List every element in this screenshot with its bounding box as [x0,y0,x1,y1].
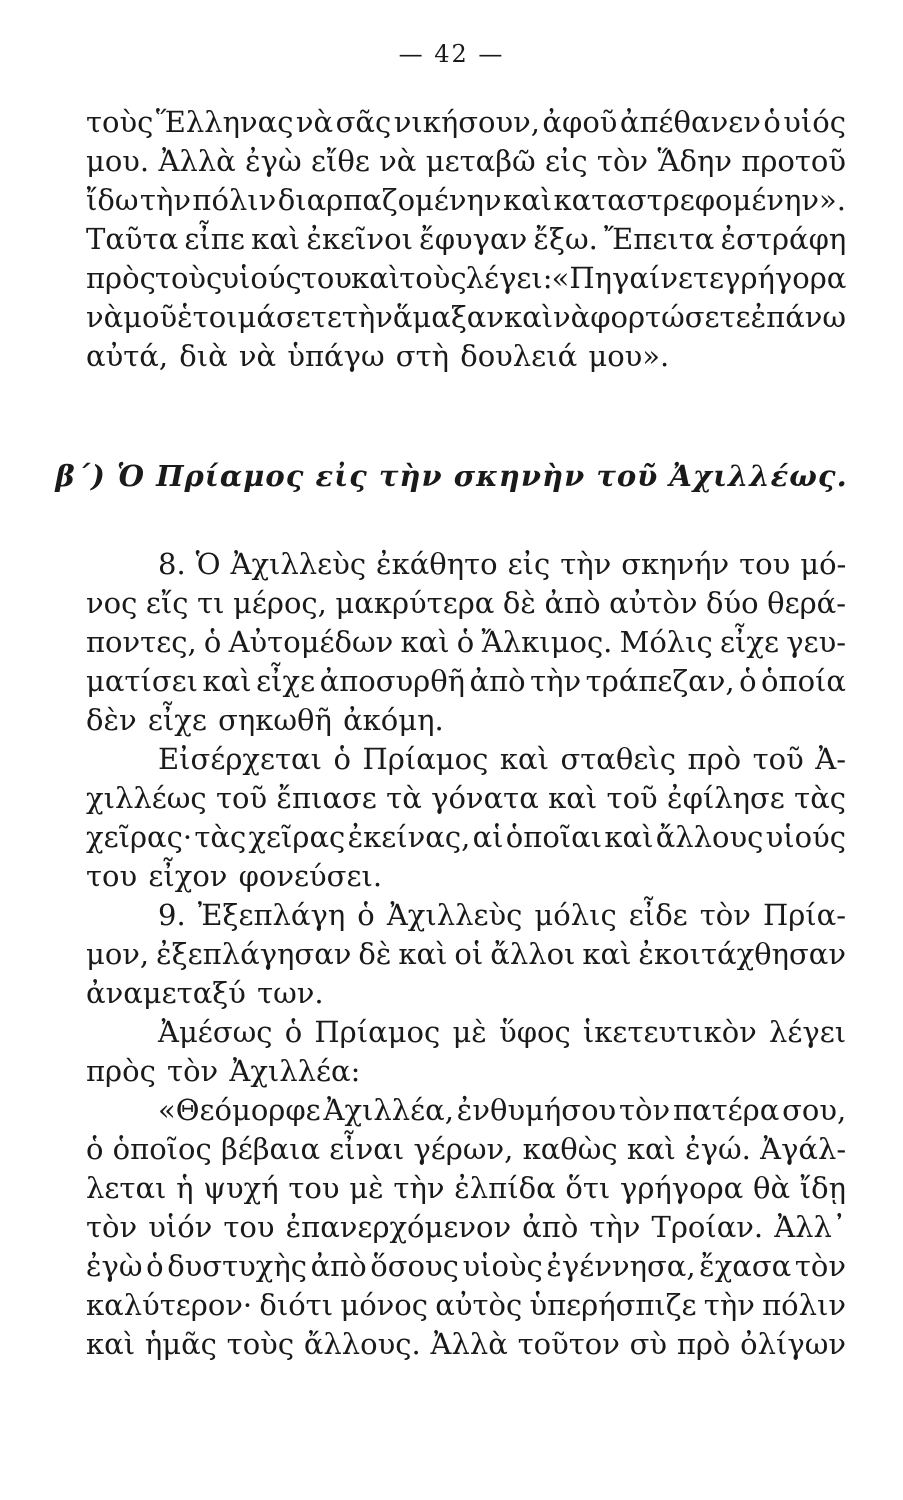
text-line: λεται ἡ ψυχή του μὲ τὴν ἐλπίδα ὅτι γρήγορα θὰ ἴδῃ [86,1171,846,1205]
text-line: ἴδω τὴν πόλιν διαρπαζομένην καὶ καταστρεφομένην». [86,183,846,217]
paragraph-continued [86,103,846,376]
text-line: 8. Ὁ Ἀχιλλεὺς ἐκάθητο εἰς τὴν σκηνήν του μό- [158,547,847,581]
text-line: ἀναμεταξύ των. [86,976,324,1010]
text-line: νος εἴς τι μέρος, μακρύτερα δὲ ἀπὸ αὐτὸν δύο θερά- [86,586,847,620]
text-line: ἐγὼ ὁ δυστυχὴς ἀπὸ ὅσους υἱοὺς ἐγέννησα, ἔχασα τὸν [86,1249,846,1283]
section-heading: β΄) Ὁ Πρίαμος εἰς τὴν σκηνὴν τοῦ Ἀχιλλέως. [55,459,848,493]
text-line: πρὸς τὸν Ἀχιλλέα: [86,1054,361,1088]
text-line: μον, ἐξεπλάγησαν δὲ καὶ οἱ ἄλλοι καὶ ἐκοιτάχθησαν [86,937,846,971]
text-line: μου. Ἀλλὰ ἐγὼ εἴθε νὰ μεταβῶ εἰς τὸν Ἅδην προτοῦ [86,144,847,178]
text-line: καλύτερον· διότι μόνος αὐτὸς ὑπερήσπιζε τὴν πόλιν [86,1288,846,1322]
text-line: χεῖρας· τὰς χεῖρας ἐκείνας, αἱ ὁποῖαι καὶ ἄλλους υἱούς [86,820,846,854]
text-line: πρὸς τοὺς υἱούς του καὶ τοὺς λέγει: «Πηγαίνετε γρήγορα [86,261,847,295]
text-line: νὰ μοῦ ἑτοιμάσετε τὴν ἅμαξαν καὶ νὰ φορτώσετε ἐπάνω [86,300,847,334]
text-line: χιλλέως τοῦ ἔπιασε τὰ γόνατα καὶ τοῦ ἐφίλησε τὰς [86,781,847,815]
text-line: Ταῦτα εἶπε καὶ ἐκεῖνοι ἔφυγαν ἔξω. Ἔπειτα ἐστράφη [86,222,847,256]
text-line: 9. Ἐξεπλάγη ὁ Ἀχιλλεὺς μόλις εἶδε τὸν Πρία- [158,898,847,932]
text-line: Εἰσέρχεται ὁ Πρίαμος καὶ σταθεὶς πρὸ τοῦ Ἀ- [158,742,846,776]
text-line: καὶ ἡμᾶς τοὺς ἄλλους. Ἀλλὰ τοῦτον σὺ πρὸ ὀλίγων [86,1327,846,1361]
text-line: «Θεόμορφε Ἀχιλλέα, ἐνθυμήσου τὸν πατέρα σου, [158,1093,847,1127]
page-number: — 42 — [398,40,505,68]
text-line: Ἀμέσως ὁ Πρίαμος μὲ ὕφος ἱκετευτικὸν λέγει [158,1015,847,1049]
text-line: ὁ ὁποῖος βέβαια εἶναι γέρων, καθὼς καὶ ἐγώ. Ἀγάλ- [86,1132,847,1166]
text-line: ποντες, ὁ Αὐτομέδων καὶ ὁ Ἄλκιμος. Μόλις εἶχε γευ- [86,625,846,659]
text-line: αὐτά, διὰ νὰ ὑπάγω στὴ δουλειά μου». [86,339,670,373]
text-line: τὸν υἱόν του ἐπανερχόμενον ἀπὸ τὴν Τροίαν. Ἀλλ᾿ [86,1210,847,1244]
section-body [86,545,846,1364]
text-line: του εἶχον φονεύσει. [86,859,383,893]
text-line: δὲν εἶχε σηκωθῆ ἀκόμη. [86,703,444,737]
text-line: τοὺς Ἕλληνας νὰ σᾶς νικήσουν, ἀφοῦ ἀπέθανεν ὁ υἱός [86,105,846,139]
text-line: ματίσει καὶ εἶχε ἀποσυρθῆ ἀπὸ τὴν τράπεζαν, ὁ ὁποία [86,664,846,698]
